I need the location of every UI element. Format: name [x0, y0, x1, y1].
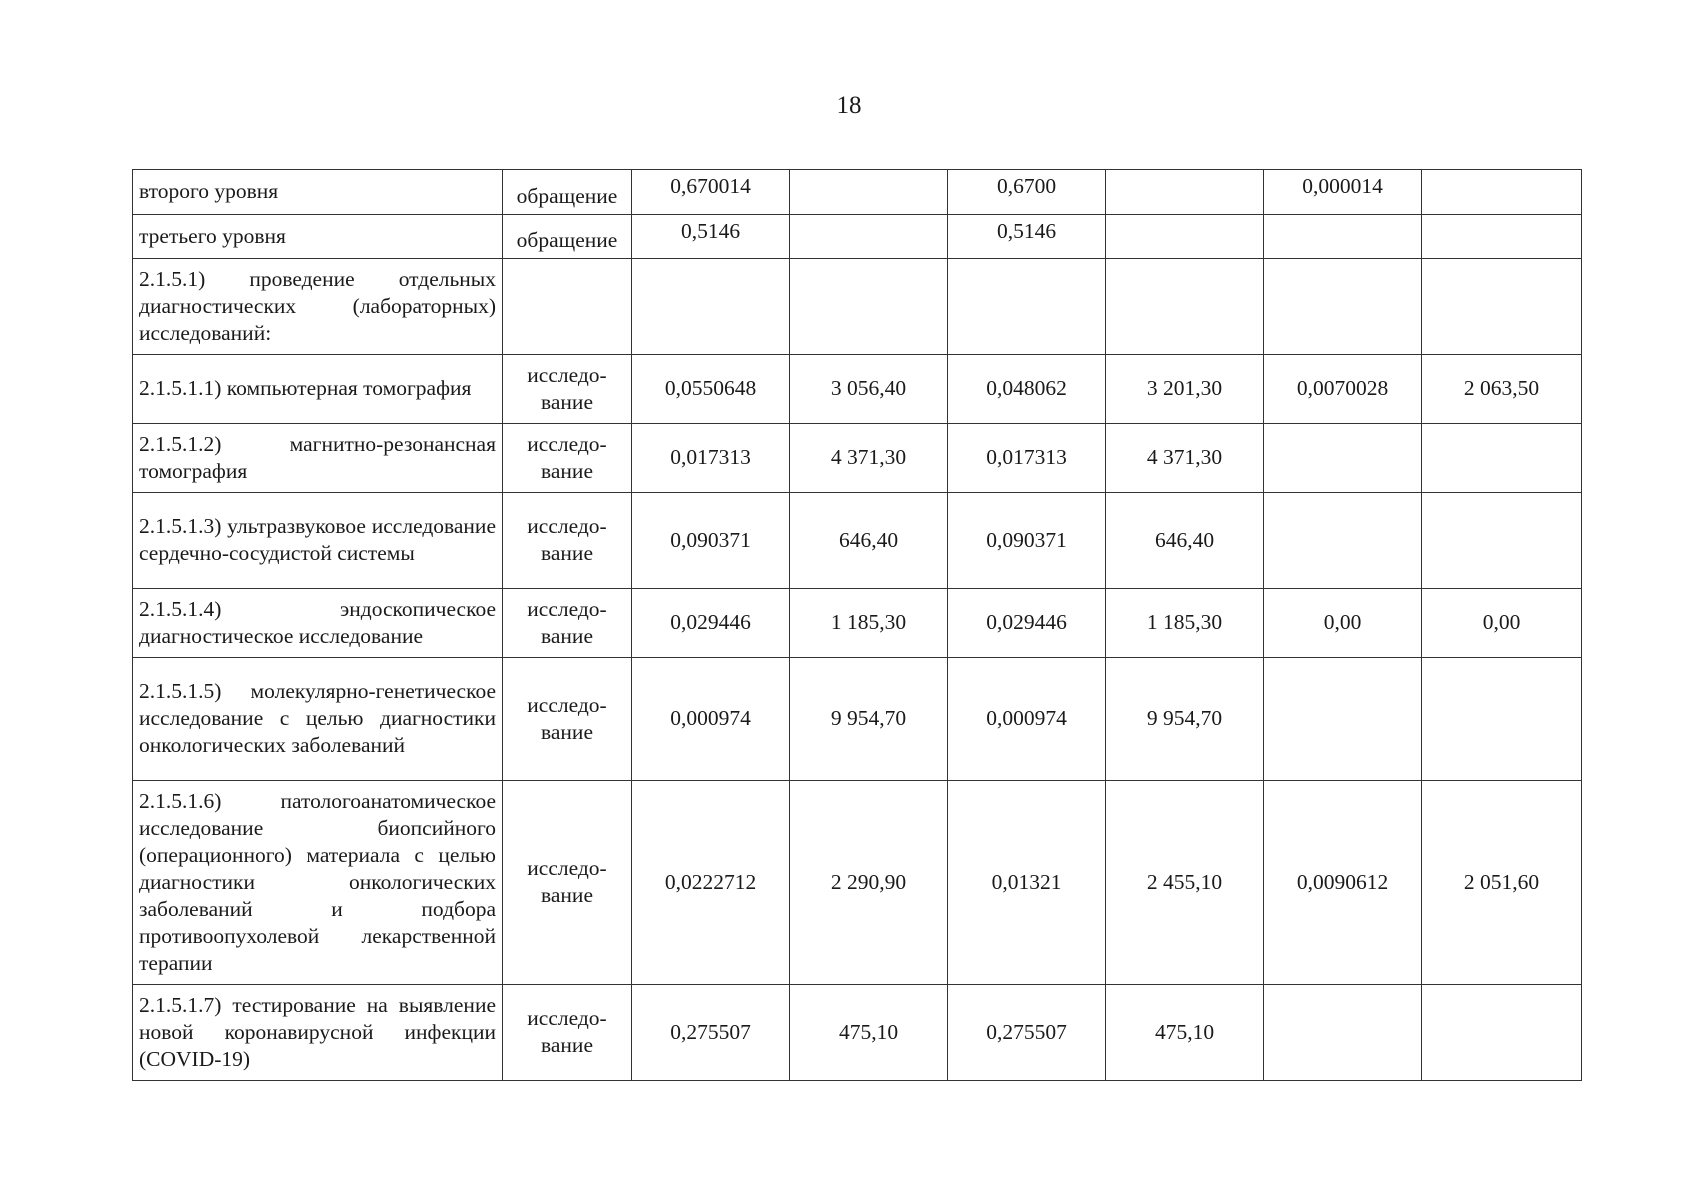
row-unit: исследо-вание [503, 985, 632, 1081]
cell-value [1264, 493, 1422, 589]
row-name: 2.1.5.1) проведение отдельных диагностических (лабораторных) исследований: [133, 259, 503, 355]
row-name: 2.1.5.1.2) магнитно-резонансная томография [133, 424, 503, 493]
row-name: второго уровня [133, 170, 503, 215]
cell-value [1264, 658, 1422, 781]
cell-value: 2 051,60 [1422, 781, 1582, 985]
cell-value [1422, 658, 1582, 781]
cell-value [1422, 215, 1582, 259]
cell-value: 3 201,30 [1106, 355, 1264, 424]
cell-value: 0,6700 [948, 170, 1106, 215]
cell-value [1106, 170, 1264, 215]
cell-value: 0,000014 [1264, 170, 1422, 215]
cell-value [948, 259, 1106, 355]
table-row [133, 985, 1582, 1081]
table-row [133, 424, 1582, 493]
cell-value: 646,40 [790, 493, 948, 589]
cell-value: 0,029446 [632, 589, 790, 658]
cell-value: 0,0222712 [632, 781, 790, 985]
cell-value: 0,275507 [948, 985, 1106, 1081]
cell-value [1422, 259, 1582, 355]
row-name: 2.1.5.1.1) компьютерная томография [133, 355, 503, 424]
cell-value [1264, 424, 1422, 493]
cell-value [1264, 985, 1422, 1081]
row-unit: исследо-вание [503, 658, 632, 781]
cell-value: 0,0090612 [1264, 781, 1422, 985]
cell-value [1264, 215, 1422, 259]
table-row [133, 781, 1582, 985]
cell-value: 0,000974 [948, 658, 1106, 781]
cell-value: 475,10 [790, 985, 948, 1081]
cell-value: 0,00 [1264, 589, 1422, 658]
cell-value: 0,090371 [632, 493, 790, 589]
cell-value [1106, 215, 1264, 259]
cell-value: 0,017313 [948, 424, 1106, 493]
row-unit: исследо-вание [503, 355, 632, 424]
cell-value [1106, 259, 1264, 355]
table-row [133, 658, 1582, 781]
row-name: 2.1.5.1.5) молекулярно-генетическое исследование с целью диагностики онкологических заболеваний [133, 658, 503, 781]
cell-value: 4 371,30 [790, 424, 948, 493]
cell-value: 1 185,30 [1106, 589, 1264, 658]
page-number: 18 [836, 92, 862, 119]
table-row [133, 170, 1582, 215]
cell-value: 2 063,50 [1422, 355, 1582, 424]
cell-value: 9 954,70 [790, 658, 948, 781]
cell-value [1264, 259, 1422, 355]
volumes-table [132, 169, 1582, 1081]
cell-value: 0,029446 [948, 589, 1106, 658]
row-name: 2.1.5.1.3) ультразвуковое исследование сердечно-сосудистой системы [133, 493, 503, 589]
cell-value: 2 290,90 [790, 781, 948, 985]
row-name: 2.1.5.1.7) тестирование на выявление новой коронавирусной инфекции (COVID-19) [133, 985, 503, 1081]
cell-value: 0,5146 [632, 215, 790, 259]
row-name: 2.1.5.1.6) патологоанатомическое исследование биопсийного (операционного) материала с целью диагностики онкологических заболеваний и подбора противоопухолевой лекарственной терапии [133, 781, 503, 985]
row-unit: обращение [503, 170, 632, 215]
cell-value: 9 954,70 [1106, 658, 1264, 781]
cell-value: 0,01321 [948, 781, 1106, 985]
cell-value: 646,40 [1106, 493, 1264, 589]
row-unit: исследо-вание [503, 493, 632, 589]
cell-value: 0,048062 [948, 355, 1106, 424]
row-unit: исследо-вание [503, 589, 632, 658]
cell-value [1422, 985, 1582, 1081]
cell-value [1422, 424, 1582, 493]
cell-value [632, 259, 790, 355]
cell-value [790, 170, 948, 215]
cell-value: 0,00 [1422, 589, 1582, 658]
cell-value: 3 056,40 [790, 355, 948, 424]
cell-value [790, 259, 948, 355]
table-row [133, 493, 1582, 589]
table-row [133, 215, 1582, 259]
row-name: 2.1.5.1.4) эндоскопическое диагностическое исследование [133, 589, 503, 658]
cell-value: 0,000974 [632, 658, 790, 781]
table-row [133, 355, 1582, 424]
cell-value: 0,090371 [948, 493, 1106, 589]
cell-value: 1 185,30 [790, 589, 948, 658]
cell-value [1422, 493, 1582, 589]
cell-value [790, 215, 948, 259]
table-row [133, 259, 1582, 355]
row-unit: исследо-вание [503, 424, 632, 493]
cell-value: 0,0070028 [1264, 355, 1422, 424]
cell-value: 0,5146 [948, 215, 1106, 259]
cell-value: 2 455,10 [1106, 781, 1264, 985]
row-unit: обращение [503, 215, 632, 259]
cell-value: 0,275507 [632, 985, 790, 1081]
cell-value: 0,0550648 [632, 355, 790, 424]
cell-value [1422, 170, 1582, 215]
cell-value: 4 371,30 [1106, 424, 1264, 493]
cell-value: 0,017313 [632, 424, 790, 493]
cell-value: 0,670014 [632, 170, 790, 215]
row-unit: исследо-вание [503, 781, 632, 985]
cell-value: 475,10 [1106, 985, 1264, 1081]
row-name: третьего уровня [133, 215, 503, 259]
table-row [133, 589, 1582, 658]
row-unit [503, 259, 632, 355]
